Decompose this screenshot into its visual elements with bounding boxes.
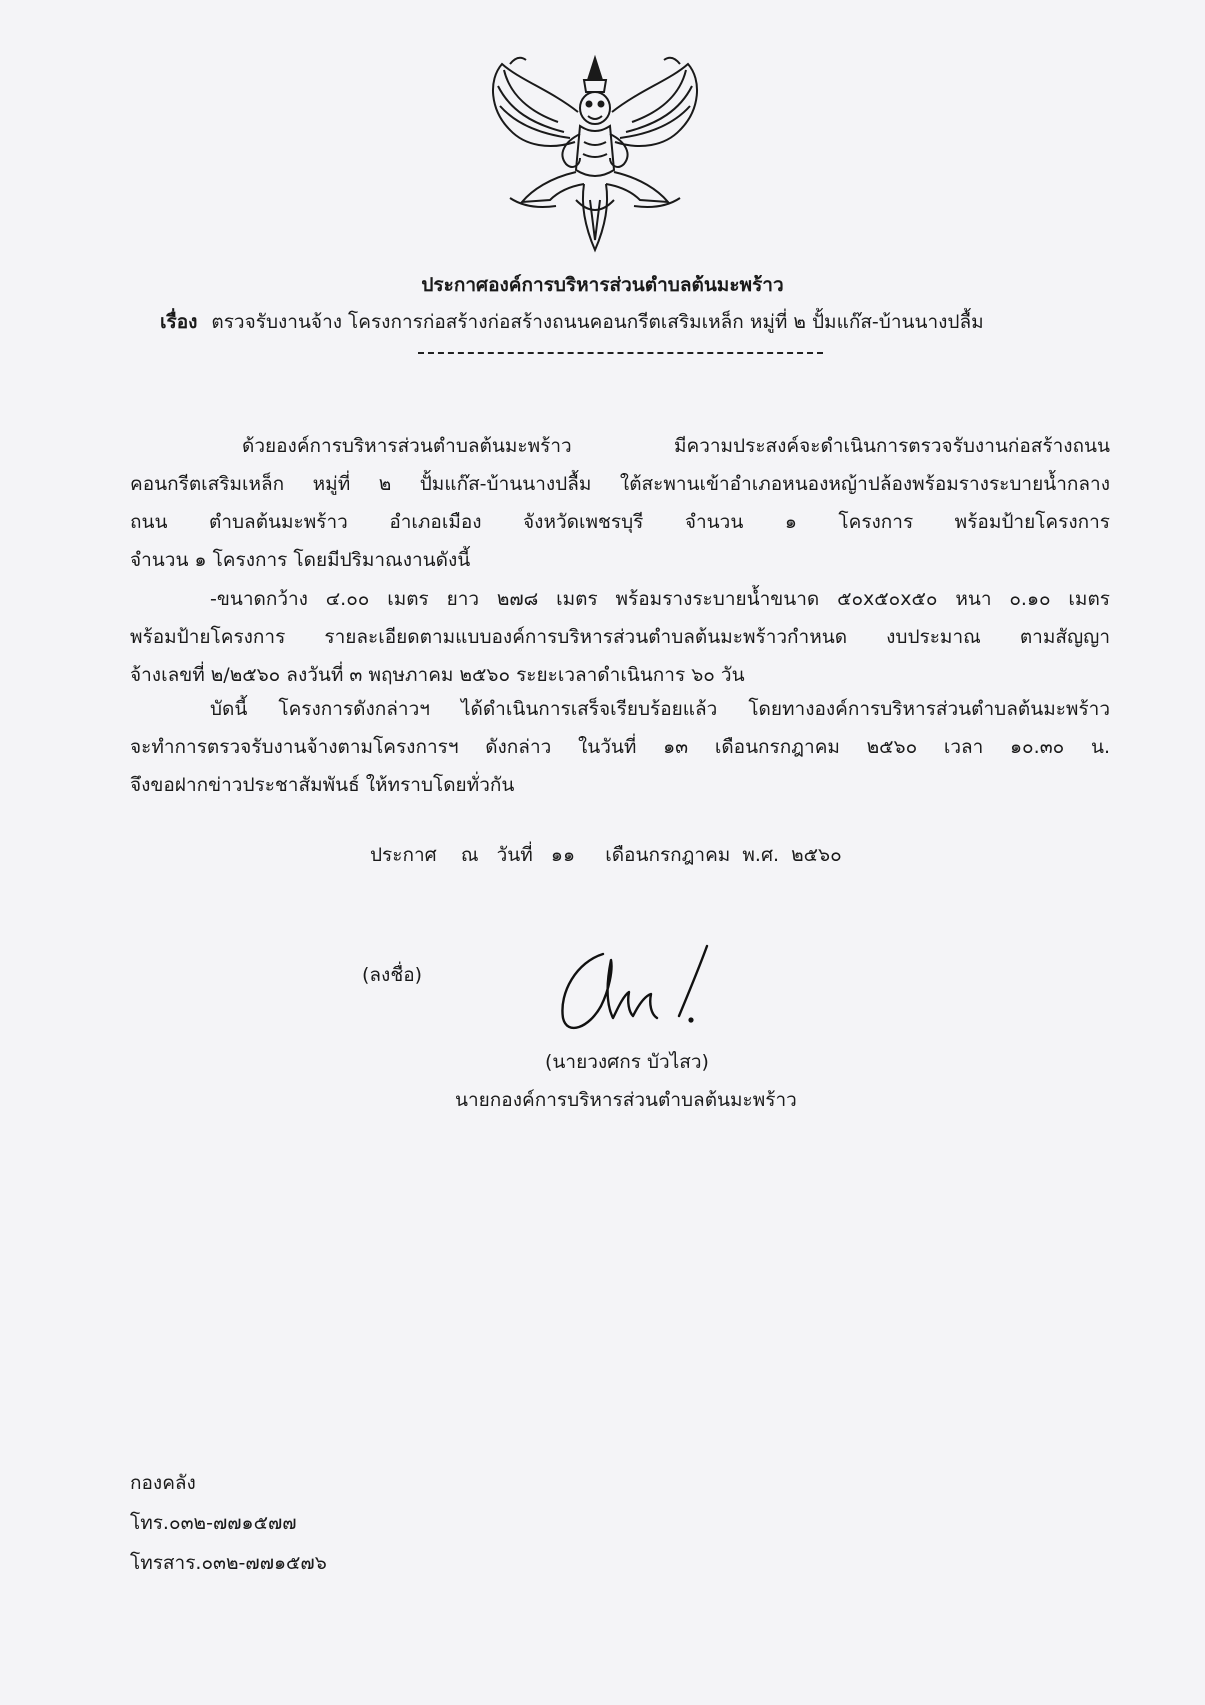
department-name: กองคลัง (130, 1472, 196, 1494)
paragraph-1 (130, 427, 1110, 579)
paragraph-line: พร้อมป้ายโครงการ รายละเอียดตามแบบองค์การบริหารส่วนตำบลต้นมะพร้าวกำหนด งบประมาณ ตามสัญญา (130, 626, 1110, 648)
garuda-emblem-icon (480, 50, 710, 255)
subject-line (160, 307, 1120, 337)
signature-label: (ลงชื่อ) (362, 964, 423, 986)
contact-footer (130, 1463, 327, 1583)
paragraph-line: จำนวน ๑ โครงการ โดยมีปริมาณงานดังนี้ (130, 549, 471, 571)
document-title: ประกาศองค์การบริหารส่วนตำบลต้นมะพร้าว (421, 274, 784, 296)
fax-number: โทรสาร.๐๓๒-๗๗๑๕๗๖ (130, 1552, 327, 1574)
signer-position: นายกองค์การบริหารส่วนตำบลต้นมะพร้าว (455, 1089, 797, 1111)
paragraph-line: บัดนี้ โครงการดังกล่าวฯ ได้ดำเนินการเสร็จเรียบร้อยแล้ว โดยทางองค์การบริหารส่วนตำบลต้นมะพร้าว (210, 698, 1110, 720)
paragraph-line: จ้างเลขที่ ๒/๒๕๖๐ ลงวันที่ ๓ พฤษภาคม ๒๕๖๐ ระยะเวลาดำเนินการ ๖๐ วัน (130, 664, 745, 686)
paragraph-line: จึงขอฝากข่าวประชาสัมพันธ์ ให้ทราบโดยทั่วกัน (130, 774, 515, 796)
subject-text: ตรวจรับงานจ้าง โครงการก่อสร้างก่อสร้างถนนคอนกรีตเสริมเหล็ก หมู่ที่ ๒ ปั้มแก๊ส-บ้านนางปลื้ม (211, 311, 984, 333)
subject-label: เรื่อง (160, 311, 198, 333)
paragraph-line: ด้วยองค์การบริหารส่วนตำบลต้นมะพร้าว มีความประสงค์จะดำเนินการตรวจรับงานก่อสร้างถนน (242, 435, 1110, 457)
paragraph-line: -ขนาดกว้าง ๔.๐๐ เมตร ยาว ๒๗๘ เมตร พร้อมรางระบายน้ำขนาด ๕๐x๕๐x๕๐ หนา ๐.๑๐ เมตร (210, 588, 1110, 610)
paragraph-line: คอนกรีตเสริมเหล็ก หมู่ที่ ๒ ปั้มแก๊ส-บ้านนางปลื้ม ใต้สะพานเข้าอำเภอหนองหญ้าปล้องพร้อมรางระบายน้ำกลาง (130, 473, 1110, 495)
paragraph-3 (130, 690, 1110, 804)
announcement-date: ประกาศ ณ วันที่ ๑๑ เดือนกรกฎาคม พ.ศ. ๒๕๖๐ (370, 844, 842, 866)
handwritten-signature (555, 940, 730, 1040)
signer-name: (นายวงศกร บัวไสว) (545, 1051, 709, 1073)
paragraph-line: ถนน ตำบลต้นมะพร้าว อำเภอเมือง จังหวัดเพชรบุรี จำนวน ๑ โครงการ พร้อมป้ายโครงการ (130, 511, 1110, 533)
paragraph-line: จะทำการตรวจรับงานจ้างตามโครงการฯ ดังกล่าว ในวันที่ ๑๓ เดือนกรกฎาคม ๒๕๖๐ เวลา ๑๐.๓๐ น. (130, 736, 1110, 758)
title-divider (418, 352, 823, 354)
paragraph-2 (130, 580, 1110, 694)
phone-number: โทร.๐๓๒-๗๗๑๕๗๗ (130, 1512, 297, 1534)
